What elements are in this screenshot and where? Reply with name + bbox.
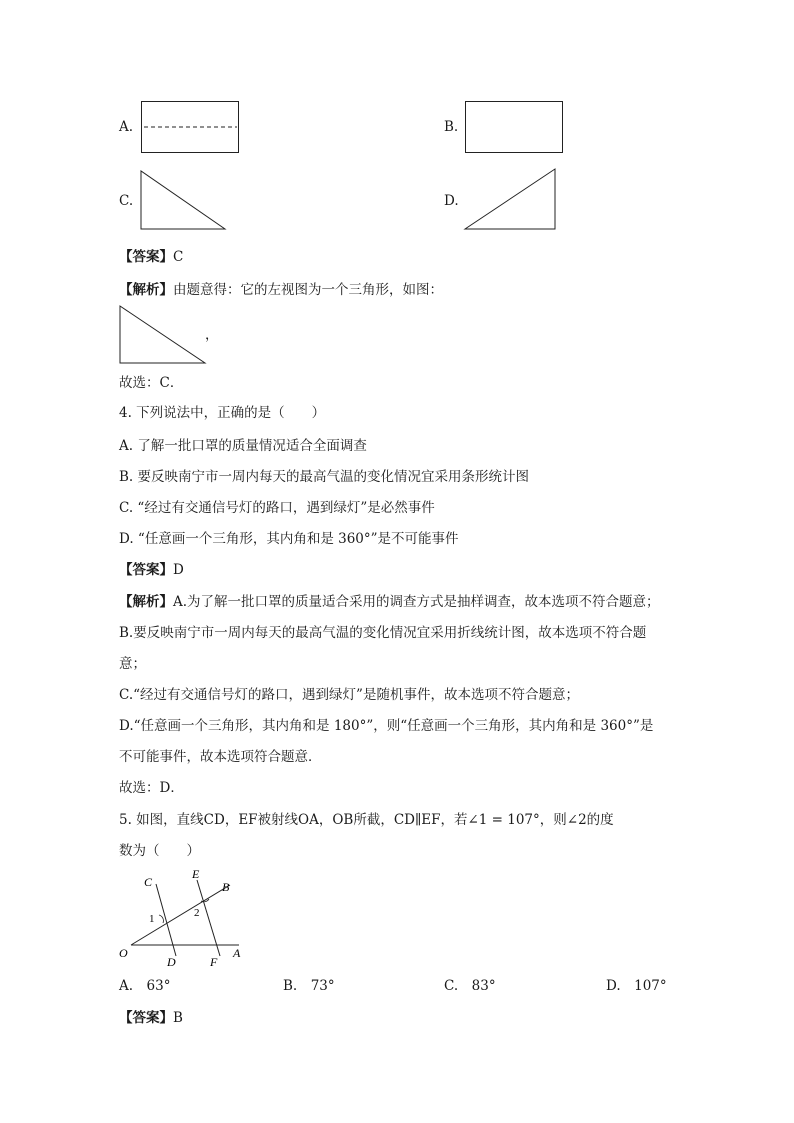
q3-option-d-figure bbox=[464, 168, 558, 232]
label-B: B bbox=[222, 880, 230, 894]
q3-option-c-label: C. bbox=[119, 193, 134, 209]
q5-option-d: D. 107° bbox=[606, 978, 667, 994]
q3-option-a-figure bbox=[141, 101, 240, 154]
q4-analysis-line-5: D.“任意画一个三角形，其内角和是 180°”，则“任意画一个三角形，其内角和是 360°”是 bbox=[119, 718, 654, 734]
q4-analysis-line-2: B.要反映南宁市一周内每天的最高气温的变化情况宜采用折线统计图，故本选项不符合题 bbox=[119, 625, 647, 641]
answer-label: 【答案】 bbox=[119, 562, 173, 578]
label-A: A bbox=[233, 946, 241, 960]
q4-analysis-line-6: 不可能事件，故本选项符合题意． bbox=[119, 749, 322, 765]
q4-option-c: C. “经过有交通信号灯的路口，遇到绿灯”是必然事件 bbox=[119, 500, 435, 516]
analysis-text: 由题意得：它的左视图为一个三角形，如图： bbox=[173, 282, 443, 298]
label-E: E bbox=[192, 867, 200, 881]
q5-option-c: C. 83° bbox=[444, 978, 496, 994]
q4-answer bbox=[119, 561, 184, 579]
q4-option-b: B. 要反映南宁市一周内每天的最高气温的变化情况宜采用条形统计图 bbox=[119, 469, 530, 485]
q4-conclusion: 故选：D． bbox=[119, 780, 184, 796]
q3-option-b-label: B. bbox=[444, 119, 459, 135]
label-2: 2 bbox=[194, 907, 200, 919]
answer-label: 【答案】 bbox=[119, 249, 173, 265]
label-O: O bbox=[119, 946, 128, 960]
q4-stem: 4. 下列说法中，正确的是（ ） bbox=[119, 405, 326, 421]
q5-stem-line-2: 数为（ ） bbox=[119, 843, 200, 859]
analysis-label: 【解析】 bbox=[119, 594, 173, 610]
answer-value: B bbox=[173, 1010, 183, 1026]
analysis-label: 【解析】 bbox=[119, 282, 173, 298]
q3-option-c-figure bbox=[140, 170, 228, 232]
q3-analysis-triangle-figure bbox=[119, 305, 209, 365]
q4-option-d: D. “任意画一个三角形，其内角和是 360°”是不可能事件 bbox=[119, 531, 459, 547]
q3-option-d-label: D. bbox=[444, 193, 459, 209]
q4-option-a: A. 了解一批口罩的质量情况适合全面调查 bbox=[119, 438, 367, 454]
label-1: 1 bbox=[149, 913, 155, 925]
answer-value: D bbox=[173, 562, 184, 578]
q5-geometry-figure bbox=[115, 868, 255, 968]
q4-analysis-line-3: 意； bbox=[119, 656, 146, 672]
q3-analysis-comma: ， bbox=[205, 327, 219, 343]
q3-answer bbox=[119, 248, 183, 266]
q3-conclusion: 故选：C． bbox=[119, 375, 184, 391]
answer-value: C bbox=[173, 249, 184, 265]
q3-analysis bbox=[119, 281, 443, 299]
analysis-text: A.为了解一批口罩的质量适合采用的调查方式是抽样调查，故本选项不符合题意； bbox=[173, 594, 660, 610]
label-F: F bbox=[210, 955, 218, 969]
q5-stem-line-1: 5. 如图，直线CD，EF被射线OA，OB所截，CD∥EF，若∠1 = 107°，则∠2的度 bbox=[119, 812, 614, 828]
q5-option-a: A. 63° bbox=[119, 978, 171, 994]
answer-label: 【答案】 bbox=[119, 1010, 173, 1026]
q3-option-a-label: A. bbox=[119, 119, 134, 135]
q4-analysis-line-1 bbox=[119, 593, 660, 611]
label-C: C bbox=[144, 875, 153, 889]
label-D: D bbox=[167, 955, 176, 969]
q4-analysis-line-4: C.“经过有交通信号灯的路口，遇到绿灯”是随机事件，故本选项不符合题意； bbox=[119, 687, 579, 703]
q5-answer bbox=[119, 1009, 183, 1027]
q3-option-b-figure bbox=[465, 101, 564, 154]
q5-option-b: B. 73° bbox=[283, 978, 335, 994]
